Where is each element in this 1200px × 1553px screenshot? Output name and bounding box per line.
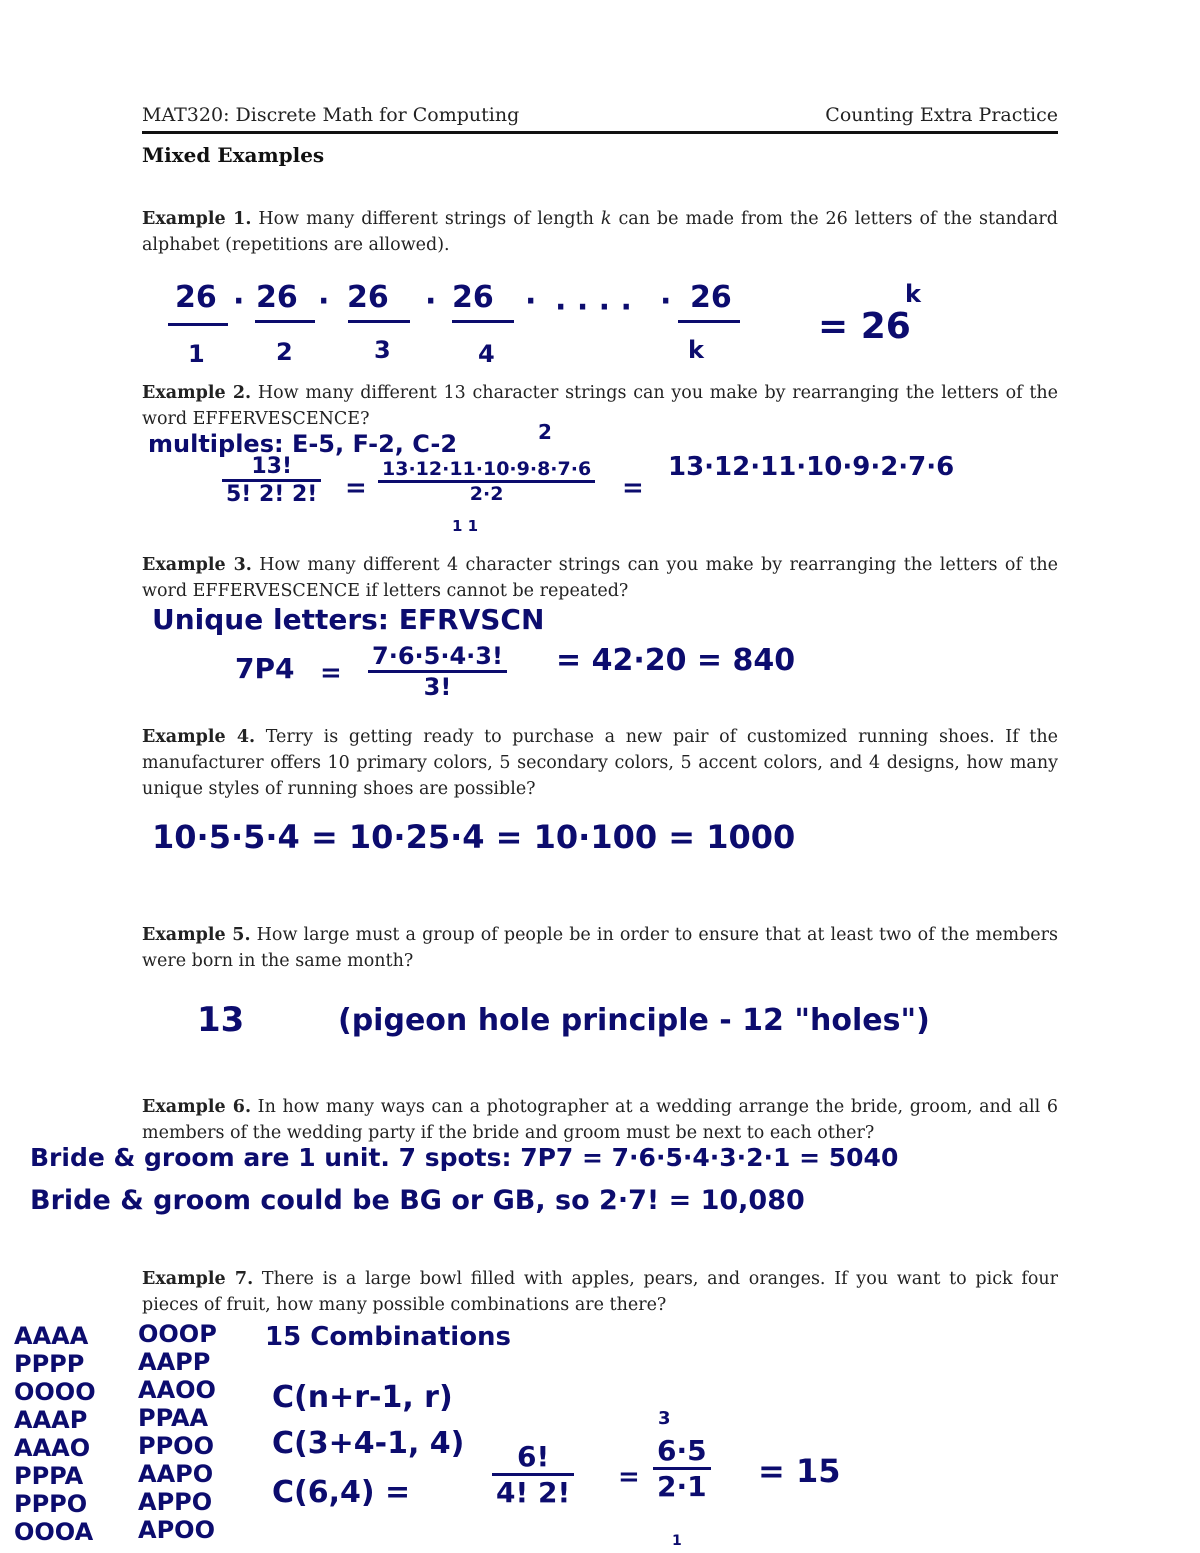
ex6-line-2: Bride & groom could be BG or GB, so 2·7! = 10,080 bbox=[30, 1185, 805, 1216]
ex5-note: (pigeon hole principle - 12 "holes") bbox=[338, 1003, 930, 1038]
ex2-expand-num: 13·12·11·10·9·8·7·6 bbox=[378, 458, 595, 483]
ex2-expand-den: 2·2 bbox=[469, 483, 504, 505]
combo-item: PPAA bbox=[138, 1404, 209, 1432]
ex1-slot: 26 bbox=[256, 280, 298, 315]
ex3-unique-letters: Unique letters: EFRVSCN bbox=[152, 603, 545, 636]
example-label: Example 3. bbox=[142, 555, 252, 575]
ex7-formula-1: C(n+r-1, r) bbox=[272, 1380, 453, 1415]
example-2 bbox=[142, 380, 1058, 432]
ex7-equals: = bbox=[618, 1462, 640, 1492]
ex1-ellipsis: · · · · bbox=[555, 290, 632, 325]
ex1-position: 3 bbox=[374, 336, 391, 364]
course-title: MAT320: Discrete Math for Computing bbox=[142, 104, 520, 126]
combo-item: PPOO bbox=[138, 1432, 214, 1460]
ex3-result: = 42·20 = 840 bbox=[556, 643, 796, 678]
ex2-frac-num: 13! bbox=[222, 454, 321, 482]
ex1-exponent: k bbox=[905, 280, 921, 308]
example-1 bbox=[142, 206, 1058, 258]
ex3-frac-den: 3! bbox=[423, 673, 452, 701]
ex1-dot: · bbox=[425, 284, 437, 319]
ex4-work: 10·5·5·4 = 10·25·4 = 10·100 = 1000 bbox=[152, 818, 796, 856]
ex2-expand bbox=[378, 458, 595, 505]
ex1-slot-line bbox=[255, 320, 315, 323]
ex1-slot-line bbox=[452, 320, 514, 323]
example-text: In how many ways can a photographer at a wedding arrange the bride, groom, and all 6 members of the wedding party if the bride and groom must be next to each other? bbox=[142, 1097, 1058, 1143]
example-6 bbox=[142, 1094, 1058, 1146]
example-label: Example 6. bbox=[142, 1097, 252, 1117]
example-7 bbox=[142, 1266, 1058, 1318]
ex1-slot: 26 bbox=[347, 280, 389, 315]
example-text: How many different 13 character strings can you make by rearranging the letters of the word EFFERVESCENCE? bbox=[142, 383, 1058, 429]
ex1-slot: 26 bbox=[690, 280, 732, 315]
ex2-cancel-top: 2 bbox=[538, 420, 552, 444]
combo-item: PPPP bbox=[14, 1350, 85, 1378]
example-label: Example 2. bbox=[142, 383, 252, 403]
combo-item: PPPA bbox=[14, 1462, 84, 1490]
example-label: Example 5. bbox=[142, 925, 251, 945]
combo-item: AAPP bbox=[138, 1348, 211, 1376]
example-text: Terry is getting ready to purchase a new pair of customized running shoes. If the manufacturer offers 10 primary colors, 5 secondary colors, 5 accent colors, and 4 designs, how many unique styles of running shoes are possible? bbox=[142, 727, 1058, 799]
combo-item: AAAA bbox=[14, 1322, 89, 1350]
ex1-result: = 26 bbox=[818, 306, 911, 347]
ex1-slot: 26 bbox=[452, 280, 494, 315]
ex5-answer: 13 bbox=[197, 1000, 245, 1040]
example-text: can be made from the 26 letters of the standard alphabet (repetitions are allowed). bbox=[142, 209, 1058, 255]
example-text: There is a large bowl filled with apples, pears, and oranges. If you want to pick four pieces of fruit, how many possible combinations are there? bbox=[142, 1269, 1058, 1315]
ex1-position: 1 bbox=[188, 340, 205, 368]
combo-item: AAOO bbox=[138, 1376, 216, 1404]
ex7-reduced-den: 2·1 bbox=[657, 1470, 707, 1503]
example-label: Example 7. bbox=[142, 1269, 254, 1289]
combo-item: APPO bbox=[138, 1488, 213, 1516]
ex2-equals: = bbox=[622, 473, 644, 503]
example-text: How many different strings of length bbox=[258, 209, 601, 229]
combo-item: APOO bbox=[138, 1516, 215, 1544]
combo-item: OOOA bbox=[14, 1518, 94, 1546]
example-label: Example 4. bbox=[142, 727, 256, 747]
combo-item: PPPO bbox=[14, 1490, 88, 1518]
ex7-formula-2: C(3+4-1, 4) bbox=[272, 1426, 465, 1461]
ex3-frac-num: 7·6·5·4·3! bbox=[368, 642, 507, 673]
ex2-multiples: multiples: E-5, F-2, C-2 bbox=[148, 430, 458, 458]
ex1-position: 2 bbox=[276, 338, 293, 366]
worksheet-topic: Counting Extra Practice bbox=[825, 104, 1058, 126]
ex7-frac-num: 6! bbox=[492, 1440, 574, 1476]
ex7-reduced-num: 6·5 bbox=[653, 1434, 711, 1470]
ex3-frac bbox=[368, 642, 507, 701]
ex1-slot-line bbox=[348, 320, 410, 323]
ex2-result: 13·12·11·10·9·2·7·6 bbox=[668, 452, 955, 482]
ex1-slot-line bbox=[678, 320, 740, 323]
ex1-slot: 26 bbox=[175, 280, 217, 315]
ex1-dot: · bbox=[233, 284, 245, 319]
combo-item: OOOP bbox=[138, 1320, 217, 1348]
example-label: Example 1. bbox=[142, 209, 252, 229]
combo-item: AAAO bbox=[14, 1434, 91, 1462]
page-header bbox=[142, 104, 1058, 126]
ex7-count: 15 Combinations bbox=[265, 1322, 512, 1352]
ex1-position: k bbox=[688, 336, 704, 364]
example-5 bbox=[142, 922, 1058, 974]
ex1-position: 4 bbox=[478, 340, 495, 368]
example-3 bbox=[142, 552, 1058, 604]
ex7-result: = 15 bbox=[758, 1452, 841, 1490]
ex2-equals: = bbox=[345, 473, 367, 503]
combo-item: AAPO bbox=[138, 1460, 214, 1488]
ex1-dot: · bbox=[660, 284, 672, 319]
example-4 bbox=[142, 724, 1058, 802]
combo-item: AAAP bbox=[14, 1406, 88, 1434]
ex7-frac-den: 4! 2! bbox=[496, 1476, 571, 1509]
ex7-cancel-top: 3 bbox=[658, 1408, 671, 1429]
ex1-slot-line bbox=[168, 323, 228, 326]
ex7-reduced bbox=[653, 1434, 711, 1503]
ex7-cancel-bottom: 1 bbox=[672, 1533, 682, 1549]
ex2-frac-den: 5! 2! 2! bbox=[226, 482, 318, 507]
ex3-permutation: 7P4 bbox=[235, 652, 295, 685]
example-text: How many different 4 character strings can you make by rearranging the letters of the word EFFERVESCENCE if letters cannot be repeated? bbox=[142, 555, 1058, 601]
combo-item: OOOO bbox=[14, 1378, 96, 1406]
ex1-dot: · bbox=[525, 284, 537, 319]
header-rule bbox=[142, 131, 1058, 134]
ex1-dot: · bbox=[318, 284, 330, 319]
ex6-line-1: Bride & groom are 1 unit. 7 spots: 7P7 = 7·6·5·4·3·2·1 = 5040 bbox=[30, 1143, 899, 1172]
ex7-formula-3: C(6,4) = bbox=[272, 1475, 411, 1510]
section-title: Mixed Examples bbox=[142, 143, 325, 167]
example-text: How large must a group of people be in order to ensure that at least two of the members were born in the same month? bbox=[142, 925, 1058, 971]
ex2-cancel-bottom: 1 1 bbox=[452, 517, 479, 535]
ex3-equals: = bbox=[320, 658, 342, 688]
ex7-frac bbox=[492, 1440, 574, 1509]
ex2-frac bbox=[222, 454, 321, 507]
example-variable: k bbox=[600, 209, 612, 229]
